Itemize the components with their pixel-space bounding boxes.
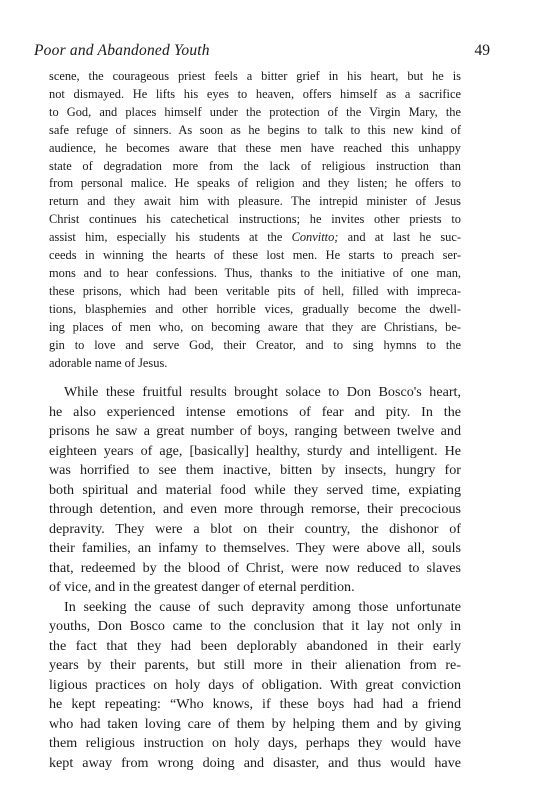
text-line: prisons he saw a great number of boys, ranging between twelve and bbox=[49, 423, 461, 439]
text-line: who had taken loving care of them by helping them and by giving bbox=[49, 715, 461, 732]
text-line: both spiritual and material food while they served time, expiating bbox=[49, 481, 461, 498]
text-line: to God, and places himself under the protection of the Virgin Mary, the bbox=[49, 104, 461, 119]
text-line: not dismayed. He lifts his eyes to heaven, offers himself as a sacrifice bbox=[49, 86, 461, 101]
text-line: was horrified to see them inactive, bitten by insects, hungry for bbox=[49, 462, 461, 478]
text-line: ing places of men who, on becoming aware that they are Christians, be- bbox=[49, 319, 461, 334]
italic-term: Convitto; bbox=[291, 230, 339, 245]
running-header bbox=[34, 42, 490, 62]
text-line: While these fruitful results brought solace to Don Bosco's heart, bbox=[64, 384, 461, 400]
text-line: them religious instruction on holy days, perhaps they would have bbox=[49, 735, 461, 751]
text-line: kept away from wrong doing and disaster, and thus would have bbox=[49, 754, 461, 771]
text-line: safe refuge of sinners. As soon as he begins to talk to this new kind of bbox=[49, 122, 461, 137]
text-line: youths, Don Bosco came to the conclusion that it lay not only in bbox=[49, 618, 461, 634]
text-line: gin to love and serve God, their Creator, and to sing hymns to the bbox=[49, 337, 461, 352]
text-line: eighteen years of age, [basically] healthy, sturdy and intelligent. He bbox=[49, 442, 461, 459]
text-line: he also experienced intense emotions of fear and pity. In the bbox=[49, 403, 461, 420]
text-line: that, redeemed by the blood of Christ, were now reduced to slaves bbox=[49, 559, 461, 576]
main-text bbox=[49, 383, 461, 773]
text-line: through detention, and even more through remorse, their precocious bbox=[49, 501, 461, 517]
text-line: he kept repeating: “Who knows, if these boys had had a friend bbox=[49, 696, 461, 712]
paragraph-solace bbox=[49, 383, 461, 598]
text-line: adorable name of Jesus. bbox=[49, 355, 168, 370]
text-line: depravity. They were a blot on their country, the dishonor of bbox=[49, 520, 461, 537]
text-line: scene, the courageous priest feels a bitter grief in his heart, but he is bbox=[49, 69, 461, 83]
text-segment: and at last he suc- bbox=[347, 230, 461, 245]
quoted-passage bbox=[49, 68, 461, 372]
text-line: state of degradation more from the lack of religious instruction than bbox=[49, 158, 461, 173]
text-line: years by their parents, but still more in their alienation from re- bbox=[49, 657, 461, 673]
text-line: ceeds in winning the hearts of these lost men. He starts to preach ser- bbox=[49, 248, 461, 263]
text-line: mons and to hear confessions. Thus, thanks to the initiative of one man, bbox=[49, 265, 461, 280]
text-line: these prisons, which had been veritable pits of hell, filled with impreca- bbox=[49, 283, 461, 298]
text-line: Christ continues his catechetical instructions; he invites other priests to bbox=[49, 212, 461, 227]
text-line: return and they await him with pleasure. The intrepid minister of Jesus bbox=[49, 194, 461, 209]
text-line: In seeking the cause of such depravity among those unfortunate bbox=[64, 598, 461, 615]
text-line: the fact that they had been deplorably abandoned in their early bbox=[49, 637, 461, 654]
text-line: of vice, and in the greatest danger of eternal perdition. bbox=[49, 579, 355, 595]
text-line: tions, blasphemies and other horrible vices, gradually become the dwell- bbox=[49, 301, 461, 316]
text-line bbox=[49, 229, 461, 247]
text-line: their families, an infamy to themselves. They were above all, souls bbox=[49, 540, 461, 556]
text-line: ligious practices on holy days of obligation. With great conviction bbox=[49, 676, 461, 693]
text-segment: assist him, especially his students at the bbox=[49, 230, 283, 245]
paragraph-cause bbox=[49, 598, 461, 774]
running-title: Poor and Abandoned Youth bbox=[34, 42, 210, 59]
text-line: audience, he becomes aware that these men have reached this unhappy bbox=[49, 140, 461, 155]
text-line: from personal malice. He speaks of religion and they listen; he offers to bbox=[49, 176, 461, 191]
page-number: 49 bbox=[474, 42, 490, 59]
